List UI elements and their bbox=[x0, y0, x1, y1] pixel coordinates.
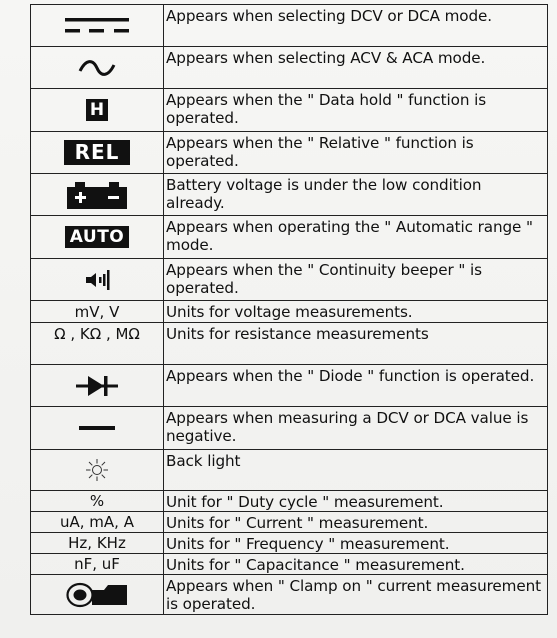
table-row bbox=[31, 216, 548, 259]
diode-icon bbox=[74, 374, 120, 398]
table-row bbox=[31, 365, 548, 407]
voltage-units-label: mV, V bbox=[74, 302, 120, 321]
current-units-label: uA, mA, A bbox=[60, 513, 134, 531]
symbol-cell bbox=[31, 301, 164, 323]
symbol-cell bbox=[31, 491, 164, 512]
symbol-cell bbox=[31, 575, 164, 615]
description-cell: Units for " Capacitance " measurement. bbox=[164, 554, 548, 575]
dc-symbol-icon bbox=[62, 15, 132, 37]
symbol-cell bbox=[31, 216, 164, 259]
description-cell: Appears when the " Continuity beeper " is operated. bbox=[164, 259, 548, 301]
duty-cycle-unit-label: % bbox=[89, 492, 105, 510]
ac-symbol-icon bbox=[77, 58, 117, 78]
table-row bbox=[31, 575, 548, 615]
table-row bbox=[31, 174, 548, 216]
battery-icon bbox=[65, 180, 129, 210]
symbol-cell bbox=[31, 259, 164, 301]
description-cell: Appears when measuring a DCV or DCA value is negative. bbox=[164, 407, 548, 450]
symbol-cell bbox=[31, 365, 164, 407]
clamp-on-icon bbox=[64, 581, 130, 609]
table-row bbox=[31, 491, 548, 512]
symbol-cell bbox=[31, 5, 164, 47]
description-cell: Appears when operating the " Automatic range " mode. bbox=[164, 216, 548, 259]
table-row bbox=[31, 89, 548, 132]
description-cell: Back light bbox=[164, 450, 548, 491]
table-row bbox=[31, 323, 548, 365]
description-cell: Units for " Frequency " measurement. bbox=[164, 533, 548, 554]
frequency-units-label: Hz, KHz bbox=[68, 534, 126, 552]
symbol-cell bbox=[31, 407, 164, 450]
auto-range-badge-icon: AUTO bbox=[65, 226, 129, 248]
description-cell: Appears when the " Diode " function is operated. bbox=[164, 365, 548, 407]
capacitance-units-label: nF, uF bbox=[74, 555, 120, 573]
relative-badge-icon: REL bbox=[64, 140, 130, 165]
table-row bbox=[31, 512, 548, 533]
table-row bbox=[31, 259, 548, 301]
table-row bbox=[31, 533, 548, 554]
symbol-cell bbox=[31, 533, 164, 554]
description-cell: Unit for " Duty cycle " measurement. bbox=[164, 491, 548, 512]
table-row bbox=[31, 407, 548, 450]
symbol-cell bbox=[31, 450, 164, 491]
symbol-cell bbox=[31, 512, 164, 533]
backlight-icon bbox=[84, 457, 110, 483]
table-row bbox=[31, 554, 548, 575]
description-cell: Appears when selecting ACV & ACA mode. bbox=[164, 47, 548, 89]
symbol-cell bbox=[31, 323, 164, 365]
description-cell: Appears when " Clamp on " current measurement is operated. bbox=[164, 575, 548, 615]
lcd-symbol-table bbox=[30, 4, 548, 615]
description-cell: Units for resistance measurements bbox=[164, 323, 548, 365]
description-cell: Units for " Current " measurement. bbox=[164, 512, 548, 533]
symbol-cell bbox=[31, 89, 164, 132]
table-row bbox=[31, 5, 548, 47]
table-row bbox=[31, 47, 548, 89]
resistance-units-label: Ω , KΩ , MΩ bbox=[54, 325, 140, 343]
symbol-cell bbox=[31, 132, 164, 174]
description-cell: Appears when the " Relative " function is operated. bbox=[164, 132, 548, 174]
description-cell: Battery voltage is under the low condition already. bbox=[164, 174, 548, 216]
negative-sign-icon bbox=[77, 423, 117, 433]
description-cell: Appears when selecting DCV or DCA mode. bbox=[164, 5, 548, 47]
symbol-cell bbox=[31, 47, 164, 89]
table-row bbox=[31, 450, 548, 491]
continuity-beeper-icon bbox=[82, 266, 112, 294]
symbol-cell bbox=[31, 174, 164, 216]
table-row bbox=[31, 132, 548, 174]
description-cell: Appears when the " Data hold " function is operated. bbox=[164, 89, 548, 132]
hold-badge-icon: H bbox=[86, 99, 108, 121]
symbol-cell bbox=[31, 554, 164, 575]
table-row bbox=[31, 301, 548, 323]
description-cell: Units for voltage measurements. bbox=[164, 301, 548, 323]
